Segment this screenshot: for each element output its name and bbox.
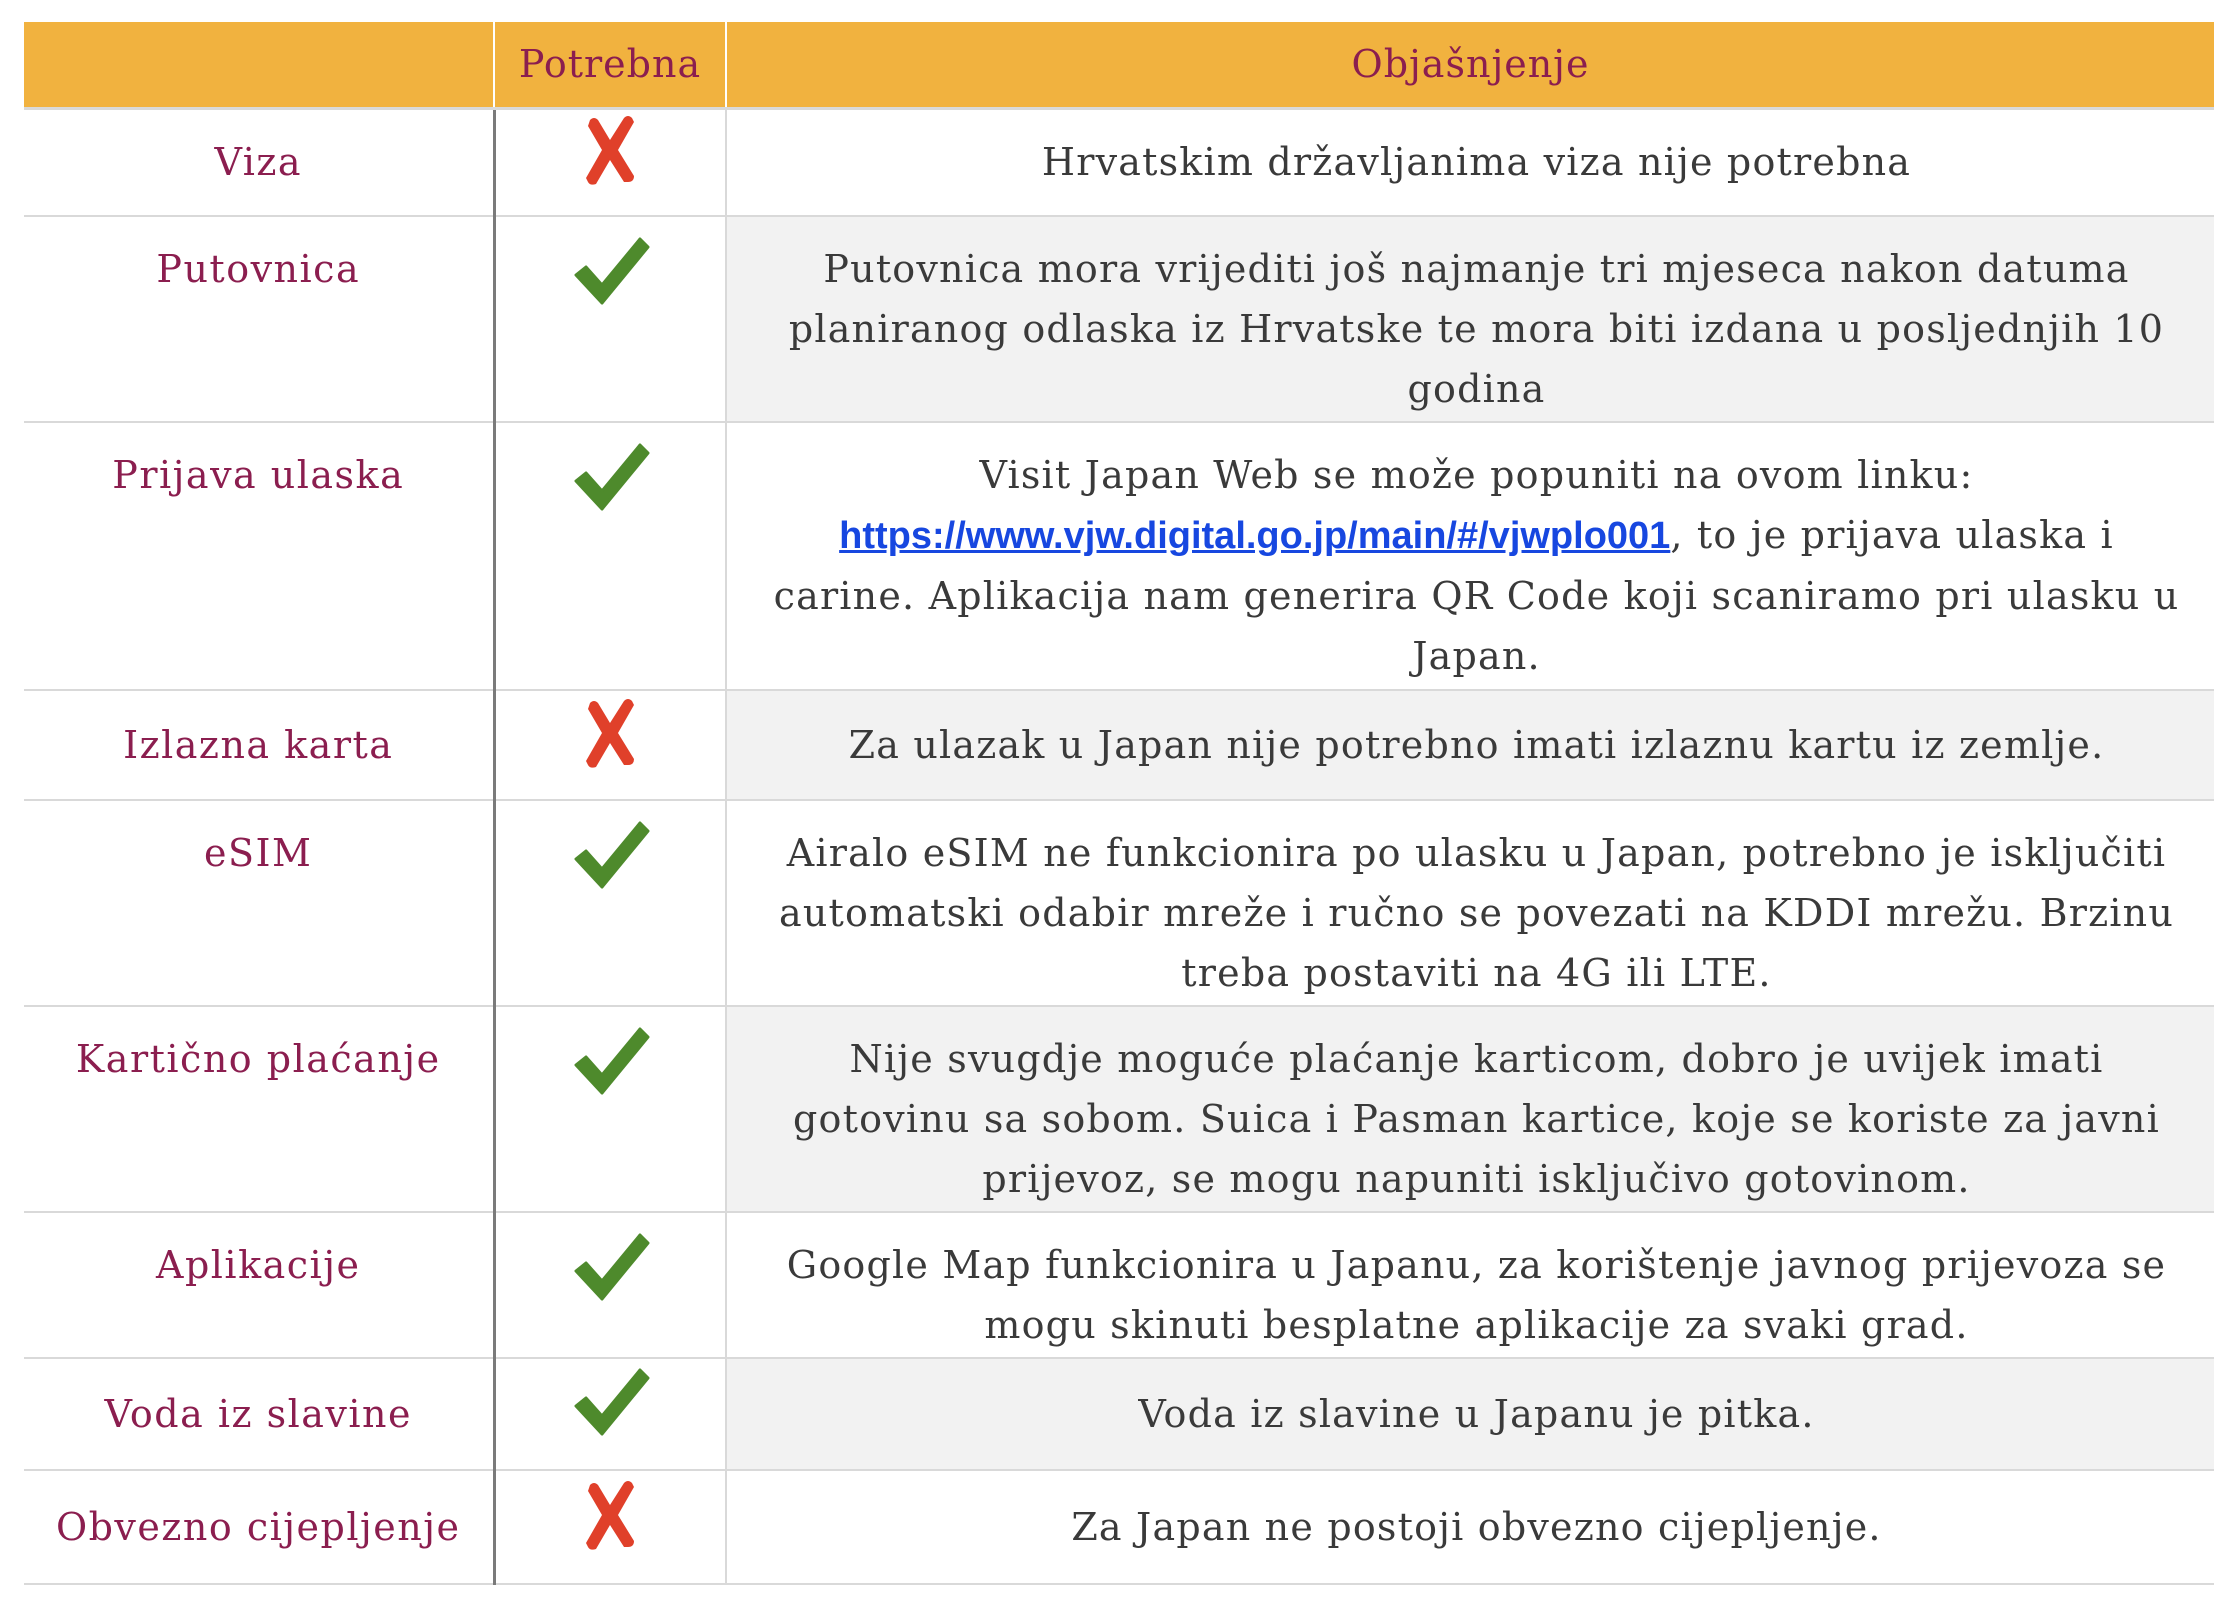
row-required xyxy=(494,422,726,690)
check-icon xyxy=(568,1227,652,1307)
row-required xyxy=(494,1006,726,1212)
row-explanation: Voda iz slavine u Japanu je pitka. xyxy=(726,1358,2214,1470)
check-icon xyxy=(568,1362,652,1442)
table-row xyxy=(24,1006,2214,1212)
row-explanation: Putovnica mora vrijediti još najmanje tri mjeseca nakon datuma planiranog odlaska iz Hrvatske te mora biti izdana u posljednjih 10 godina xyxy=(726,216,2214,422)
cross-icon xyxy=(568,1475,652,1555)
row-label: Aplikacije xyxy=(24,1212,494,1358)
row-explanation xyxy=(726,422,2214,690)
header-row xyxy=(24,22,2214,108)
requirements-table xyxy=(24,22,2214,1585)
table-row xyxy=(24,422,2214,690)
row-label: Izlazna karta xyxy=(24,690,494,800)
header-label-col xyxy=(24,22,494,108)
row-label: eSIM xyxy=(24,800,494,1006)
table-row xyxy=(24,216,2214,422)
table-row xyxy=(24,108,2214,216)
row-explanation: Hrvatskim državljanima viza nije potrebna xyxy=(726,108,2214,216)
row-label: Voda iz slavine xyxy=(24,1358,494,1470)
table-row xyxy=(24,1358,2214,1470)
row-label: Obvezno cijepljenje xyxy=(24,1470,494,1584)
table-row xyxy=(24,1470,2214,1584)
row-label: Kartično plaćanje xyxy=(24,1006,494,1212)
row-label: Putovnica xyxy=(24,216,494,422)
row-label: Prijava ulaska xyxy=(24,422,494,690)
table-row xyxy=(24,1212,2214,1358)
row-explanation: Nije svugdje moguće plaćanje karticom, dobro je uvijek imati gotovinu sa sobom. Suica i Pasman kartice, koje se koriste za javni prijevoz, se mogu napuniti isključivo gotovinom. xyxy=(726,1006,2214,1212)
row-required xyxy=(494,108,726,216)
visit-japan-web-link[interactable]: https://www.vjw.digital.go.jp/main/#/vjwplo001 xyxy=(839,515,1671,557)
row-explanation: Airalo eSIM ne funkcionira po ulasku u Japan, potrebno je isključiti automatski odabir mreže i ručno se povezati na KDDI mrežu. Brzinu treba postaviti na 4G ili LTE. xyxy=(726,800,2214,1006)
check-icon xyxy=(568,815,652,895)
row-required xyxy=(494,1358,726,1470)
row-required xyxy=(494,800,726,1006)
row-explanation: Google Map funkcionira u Japanu, za korištenje javnog prijevoza se mogu skinuti besplatne aplikacije za svaki grad. xyxy=(726,1212,2214,1358)
row-explanation: Za Japan ne postoji obvezno cijepljenje. xyxy=(726,1470,2214,1584)
row-explanation: Za ulazak u Japan nije potrebno imati izlaznu kartu iz zemlje. xyxy=(726,690,2214,800)
row-required xyxy=(494,690,726,800)
row-required xyxy=(494,216,726,422)
travel-requirements-table xyxy=(24,22,2214,1584)
row-required xyxy=(494,1470,726,1584)
header-required-col: Potrebna xyxy=(494,22,726,108)
check-icon xyxy=(568,437,652,517)
row-label: Viza xyxy=(24,108,494,216)
table-row xyxy=(24,800,2214,1006)
explanation-text-after: , to je prijava ulaska i carine. Aplikacija nam generira QR Code koji scaniramo pri ulasku u Japan. xyxy=(773,513,2180,678)
cross-icon xyxy=(568,110,652,190)
row-required xyxy=(494,1212,726,1358)
check-icon xyxy=(568,1021,652,1101)
cross-icon xyxy=(568,693,652,773)
table-row xyxy=(24,690,2214,800)
check-icon xyxy=(568,231,652,311)
explanation-text-before: Visit Japan Web se može popuniti na ovom linku: xyxy=(979,453,1974,497)
header-explanation-col: Objašnjenje xyxy=(726,22,2214,108)
